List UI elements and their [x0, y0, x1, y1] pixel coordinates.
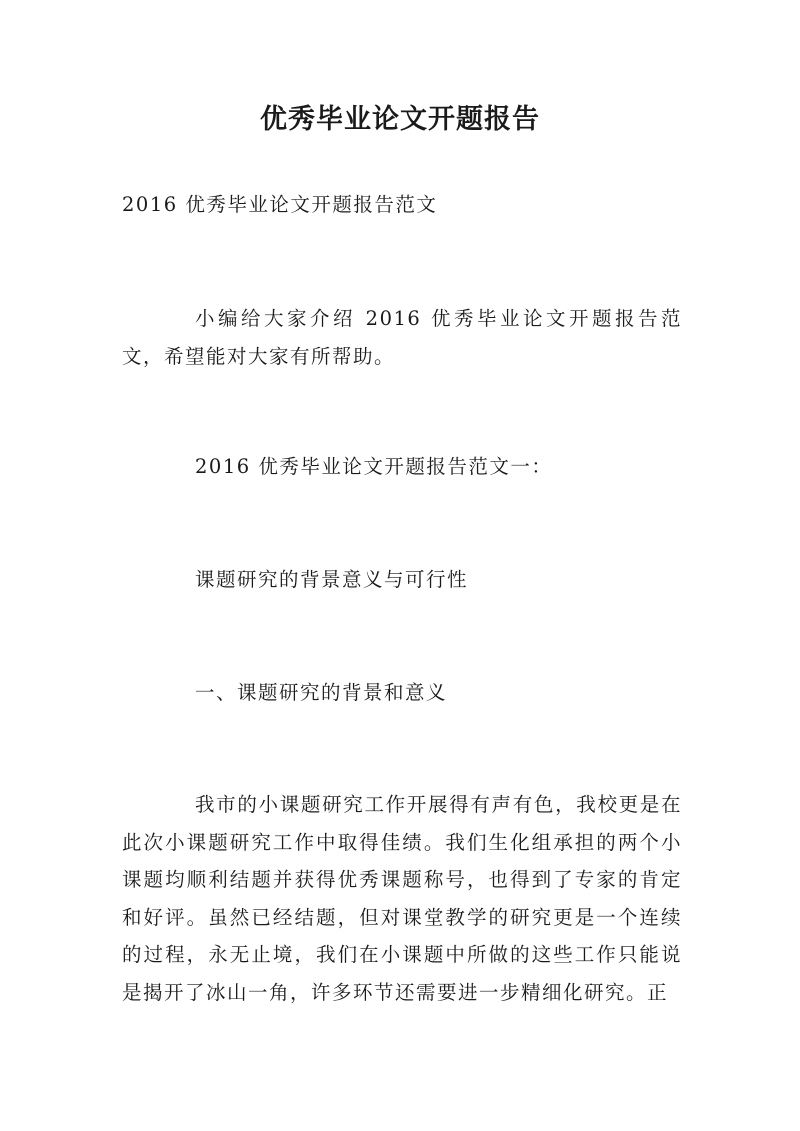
document-title: 优秀毕业论文开题报告 — [260, 104, 540, 135]
topic-heading: 课题研究的背景意义与可行性 — [195, 568, 469, 591]
body-paragraph: 我市的小课题研究工作开展得有声有色，我校更是在此次小课题研究工作中取得佳绩。我们生化组承担的两个小课题均顺利结题并获得优秀课题称号，也得到了专家的肯定和好评。虽然已经结题，但对课堂教学的研究更是一个连续的过程，永无止境，我们在小课题中所做的这些工作只能说是揭开了冰山一角，许多环节还需要进一步精细化研究。正 — [122, 793, 682, 1004]
intro-paragraph: 小编给大家介绍 2016 优秀毕业论文开题报告范文，希望能对大家有所帮助。 — [122, 307, 682, 368]
document-subtitle: 2016 优秀毕业论文开题报告范文 — [122, 193, 438, 216]
section-heading: 一、课题研究的背景和意义 — [195, 681, 448, 704]
sample-heading: 2016 优秀毕业论文开题报告范文一： — [195, 455, 553, 478]
